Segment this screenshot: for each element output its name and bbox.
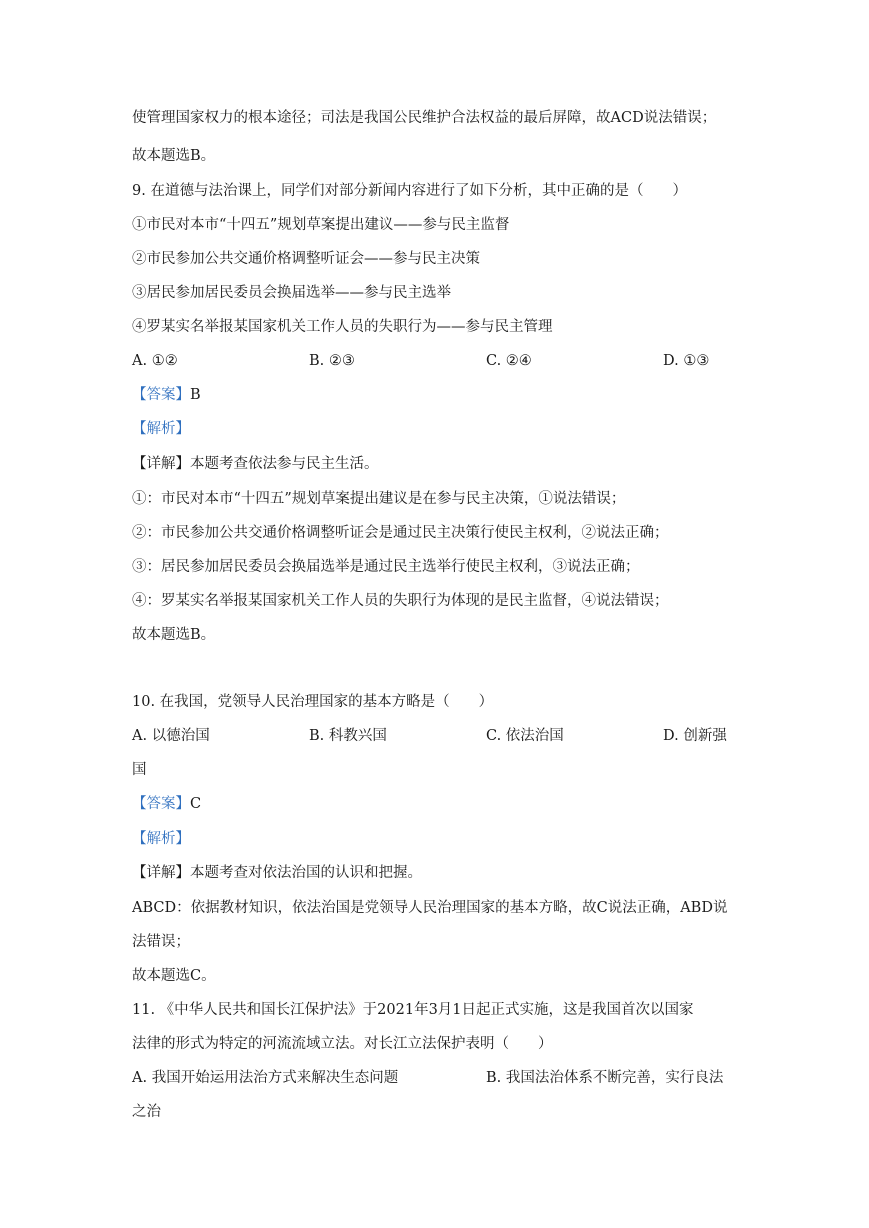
text-line: 使管理国家权力的根本途径；司法是我国公民维护合法权益的最后屏障，故ACD说法错误； bbox=[132, 110, 717, 126]
question-9-option-c: C. ②④ bbox=[486, 353, 532, 369]
question-9-detail: 【详解】本题考查依法参与民主生活。 bbox=[132, 456, 379, 472]
question-10-option-b: B. 科教兴国 bbox=[309, 728, 387, 744]
question-9-option-b: B. ②③ bbox=[309, 353, 355, 369]
question-11-option-b-continued: 之治 bbox=[132, 1104, 161, 1120]
question-10-option-d: D. 创新强 bbox=[663, 728, 727, 744]
question-9-analysis-tag: 【解析】 bbox=[132, 421, 190, 437]
question-10-answer bbox=[132, 794, 201, 814]
question-9-conclusion: 故本题选B。 bbox=[132, 627, 216, 643]
question-9-answer bbox=[132, 385, 201, 405]
question-11-stem-continued: 法律的形式为特定的河流流域立法。对长江立法保护表明（ ） bbox=[132, 1036, 553, 1052]
question-9-option-a: A. ①② bbox=[132, 353, 178, 369]
question-10-option-a: A. 以德治国 bbox=[132, 728, 210, 744]
question-9-statement-2: ②市民参加公共交通价格调整听证会——参与民主决策 bbox=[132, 251, 480, 267]
question-11-option-b: B. 我国法治体系不断完善，实行良法 bbox=[486, 1070, 724, 1086]
question-10-option-d-continued: 国 bbox=[132, 762, 147, 778]
question-9-option-d: D. ①③ bbox=[663, 353, 710, 369]
question-10-conclusion: 故本题选C。 bbox=[132, 968, 216, 984]
question-9-stem: 9. 在道德与法治课上，同学们对部分新闻内容进行了如下分析，其中正确的是（ ） bbox=[132, 183, 687, 199]
question-9-detail-4: ④：罗某实名举报某国家机关工作人员的失职行为体现的是民主监督，④说法错误； bbox=[132, 593, 669, 609]
question-9-detail-3: ③：居民参加居民委员会换届选举是通过民主选举行使民主权利，③说法正确； bbox=[132, 559, 640, 575]
text-line: 故本题选B。 bbox=[132, 148, 216, 164]
question-11-stem: 11. 《中华人民共和国长江保护法》于2021年3月1日起正式实施，这是我国首次以国家 bbox=[132, 1002, 694, 1018]
answer-tag: 【答案】 bbox=[132, 796, 190, 812]
question-9-statement-3: ③居民参加居民委员会换届选举——参与民主选举 bbox=[132, 285, 451, 301]
question-9-detail-1: ①：市民对本市“十四五”规划草案提出建议是在参与民主决策，①说法错误； bbox=[132, 491, 626, 507]
answer-tag: 【答案】 bbox=[132, 387, 190, 403]
question-10-detail-2: 法错误； bbox=[132, 934, 190, 950]
question-10-analysis-tag: 【解析】 bbox=[132, 831, 190, 847]
answer-value: B bbox=[190, 387, 201, 403]
question-10-detail-1: ABCD：依据教材知识，依法治国是党领导人民治理国家的基本方略，故C说法正确，ABD说 bbox=[132, 900, 728, 916]
question-11-option-a: A. 我国开始运用法治方式来解决生态问题 bbox=[132, 1070, 399, 1086]
answer-value: C bbox=[190, 796, 202, 812]
question-10-option-c: C. 依法治国 bbox=[486, 728, 564, 744]
question-10-stem: 10. 在我国，党领导人民治理国家的基本方略是（ ） bbox=[132, 694, 494, 710]
question-10-detail: 【详解】本题考查对依法治国的认识和把握。 bbox=[132, 865, 422, 881]
question-9-detail-2: ②：市民参加公共交通价格调整听证会是通过民主决策行使民主权利，②说法正确； bbox=[132, 525, 669, 541]
question-9-statement-1: ①市民对本市“十四五”规划草案提出建议——参与民主监督 bbox=[132, 217, 510, 233]
question-9-statement-4: ④罗某实名举报某国家机关工作人员的失职行为——参与民主管理 bbox=[132, 319, 553, 335]
